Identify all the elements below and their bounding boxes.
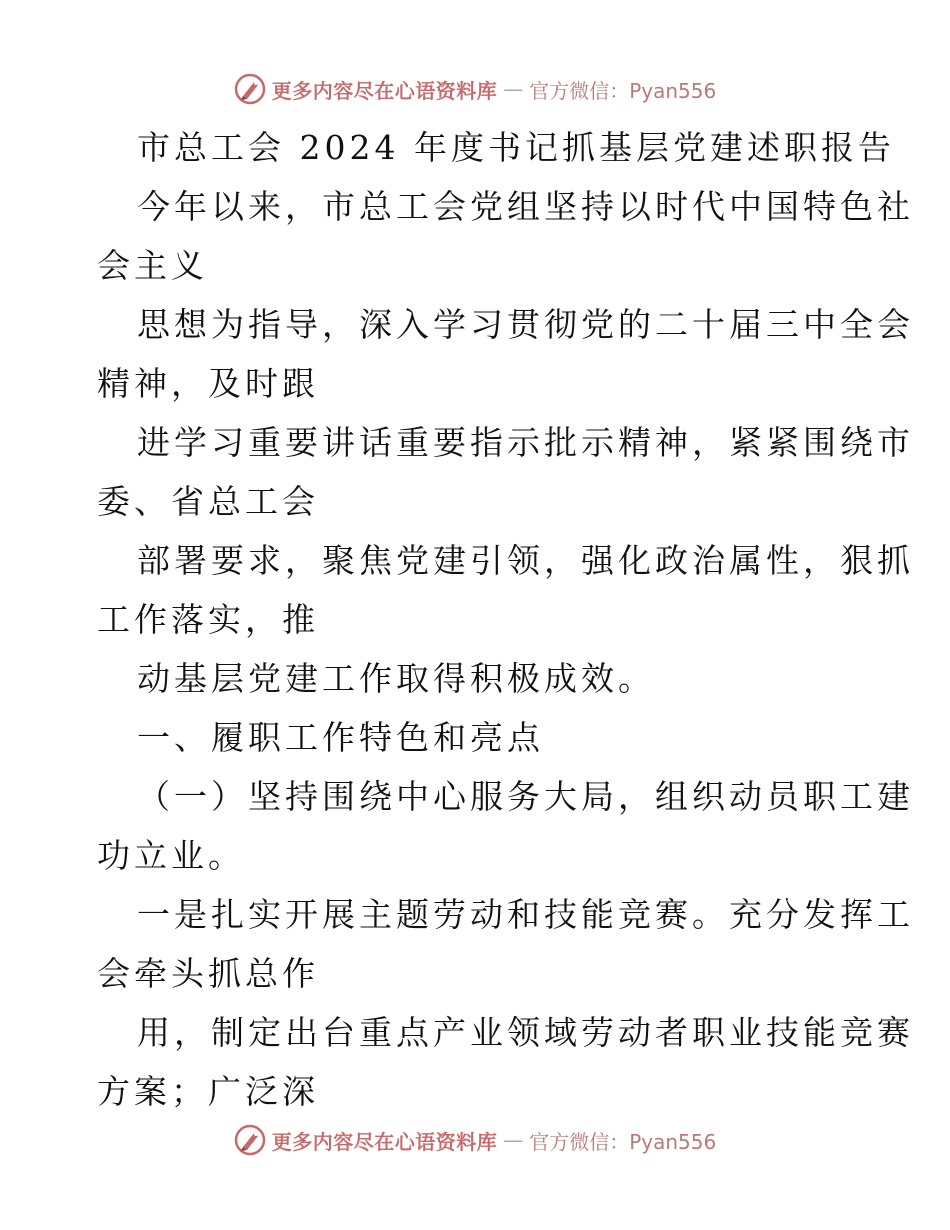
text-line: 精神，及时跟: [97, 364, 319, 403]
document-body: [97, 118, 914, 1121]
text-line: 思想为指导，深入学习贯彻党的二十届三中全会: [137, 305, 914, 344]
subsection-heading: （一）坚持围绕中心服务大局，组织动员职工建: [137, 777, 914, 816]
section-heading: 一、履职工作特色和亮点: [137, 718, 544, 757]
watermark-main-text: 更多内容尽在心语资料库: [271, 1129, 498, 1154]
watermark-main-text: 更多内容尽在心语资料库: [271, 78, 498, 103]
text-line: 方案；广泛深: [97, 1072, 319, 1111]
text-line: 工作落实，推: [97, 600, 319, 639]
text-line: 一是扎实开展主题劳动和技能竞赛。充分发挥工: [137, 895, 914, 934]
watermark-separator: —: [503, 1128, 524, 1152]
watermark-contact: 官方微信：Pyan556: [529, 78, 717, 103]
watermark-bottom: [0, 1123, 950, 1157]
text-line: 会牵头抓总作: [97, 954, 319, 993]
text-line: 今年以来，市总工会党组坚持以时代中国特色社: [137, 187, 914, 226]
text-line: 用，制定出台重点产业领域劳动者职业技能竞赛: [137, 1013, 914, 1052]
text-line: 进学习重要讲话重要指示批示精神，紧紧围绕市: [137, 423, 914, 462]
watermark-separator: —: [503, 77, 524, 101]
document-title: 市总工会 2024 年度书记抓基层党建述职报告: [137, 128, 895, 167]
watermark-contact: 官方微信：Pyan556: [529, 1129, 717, 1154]
watermark-top: [0, 72, 950, 106]
text-line: 动基层党建工作取得积极成效。: [137, 659, 655, 698]
text-line: 功立业。: [97, 836, 245, 875]
pen-seal-icon: [234, 1124, 266, 1156]
pen-seal-icon: [234, 73, 266, 105]
text-line: 部署要求，聚焦党建引领，强化政治属性，狠抓: [137, 541, 914, 580]
text-line: 会主义: [97, 246, 208, 285]
text-line: 委、省总工会: [97, 482, 319, 521]
